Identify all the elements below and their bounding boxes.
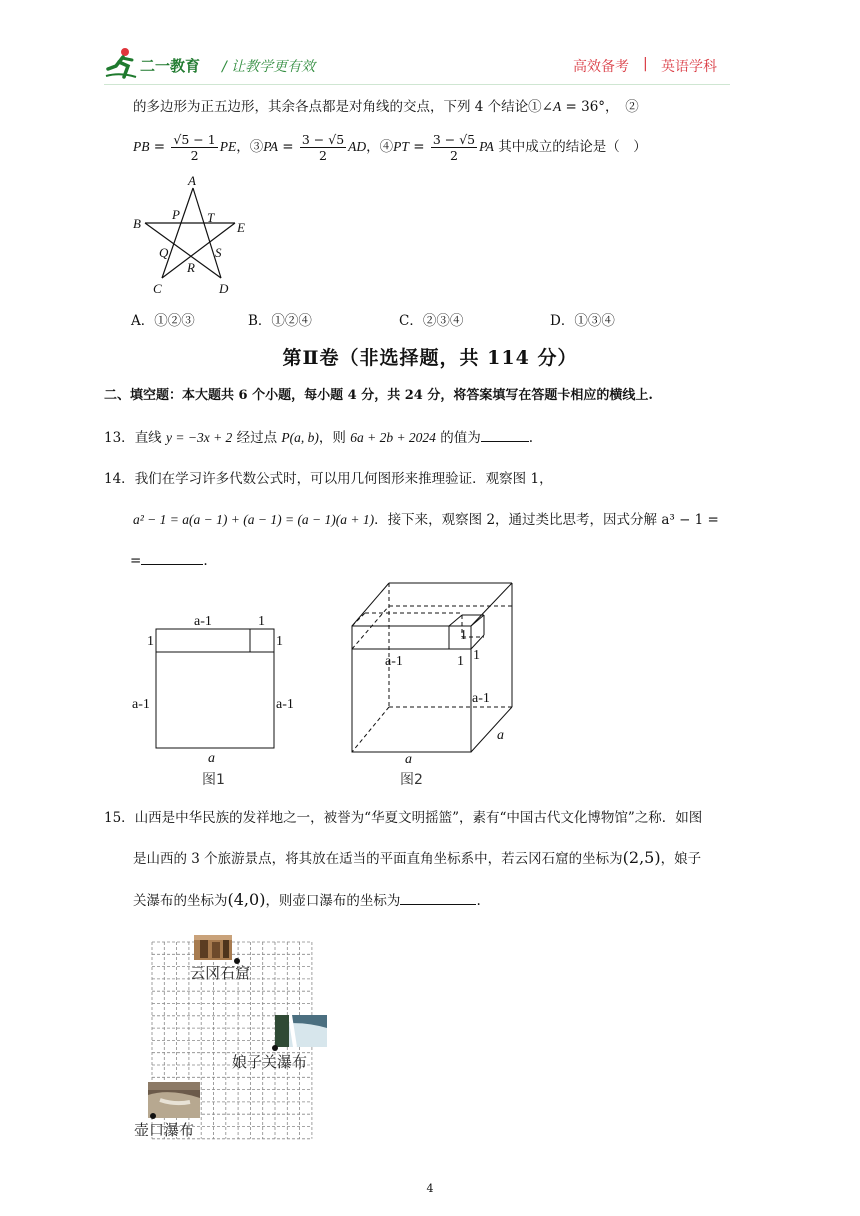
eq-sign: =: [277, 139, 298, 155]
q12-text: 的多边形为正五边形，其余各点都是对角线的交点，下列 4 个结论①∠: [133, 99, 553, 115]
option-d[interactable]: D．①③④: [550, 313, 615, 329]
fig1-caption: 图1: [202, 772, 225, 788]
q14-end: .: [203, 553, 208, 569]
coord-niangziguan: (4,0): [227, 890, 266, 909]
q14-line2: [133, 510, 719, 530]
q14-text: ．接下来，观察图 2，通过类比思考，因式分解 a³ − 1 =: [374, 512, 719, 528]
page-number: 4: [426, 1182, 434, 1195]
q15-end: .: [476, 893, 481, 909]
q15-text: ，娘子: [660, 851, 702, 867]
c4-lhs: PT: [393, 139, 409, 154]
runner-logo-icon: [104, 46, 138, 80]
label-hukou: 壶口瀑布: [134, 1121, 195, 1139]
q12-line2: [133, 127, 647, 167]
header-tag-left: 高效备考: [573, 59, 629, 75]
q15-line1: [104, 808, 702, 828]
header: [0, 0, 860, 90]
logo-text: 二一教育: [140, 57, 201, 75]
q15-text: 关瀑布的坐标为: [133, 893, 228, 909]
q13-equation: y = −3x + 2: [165, 430, 233, 445]
header-rule: [104, 84, 730, 85]
q14-formula: a² − 1 = a(a − 1) + (a − 1) = (a − 1)(a + 1): [133, 512, 375, 527]
c4-fraction: [431, 132, 477, 163]
q14-line3: [130, 550, 208, 571]
q13-text: 经过点: [232, 430, 282, 446]
label-c: C: [153, 281, 162, 296]
label-r: R: [187, 260, 195, 275]
c4-post: 其中成立的结论是（ ）: [493, 139, 647, 155]
tourist-grid-map: [130, 930, 330, 1142]
c3-pre: ，③: [236, 139, 264, 155]
q15-number: 15．: [104, 810, 135, 826]
q13: [104, 427, 533, 448]
niangziguan-point: [272, 1045, 278, 1051]
c3-den: 2: [319, 148, 327, 163]
header-separator: |: [643, 56, 648, 72]
coord-yungang: (2,5): [622, 848, 661, 867]
q14-number: 14．: [104, 471, 135, 487]
fig1-left-top-label: 1: [147, 634, 154, 649]
section-title: 第Ⅱ卷（非选择题，共 114 分）: [282, 347, 578, 369]
q12-line1: [133, 97, 639, 117]
option-b[interactable]: B．①②④: [248, 313, 312, 329]
q14-line1: [104, 469, 553, 489]
q15-line2: [133, 848, 701, 869]
pentagram-figure: [125, 172, 260, 297]
fig1-left-label: a-1: [132, 697, 150, 712]
c3-num: 3 − √5: [301, 132, 345, 147]
angle-var: A: [552, 99, 562, 114]
c2-fraction: [171, 132, 217, 163]
fig2-front-1-label: 1: [457, 654, 464, 669]
label-s: S: [215, 245, 222, 260]
c3-fraction: [300, 132, 346, 163]
c2-num: √5 − 1: [173, 132, 216, 147]
c3-rhs: AD: [348, 139, 367, 154]
q13-number: 13．: [104, 430, 135, 446]
label-yungang: 云冈石窟: [190, 964, 251, 982]
label-p: P: [172, 207, 180, 222]
option-a[interactable]: A．①②③: [131, 313, 195, 329]
q13-point: P(a, b): [281, 430, 319, 445]
c3-lhs: PA: [263, 139, 278, 154]
q14-eq: =: [130, 553, 142, 569]
figure-1: [128, 605, 308, 795]
q14-text: 我们在学习许多代数公式时，可以用几何图形来推理验证．观察图 1，: [134, 471, 553, 487]
hukou-point: [150, 1113, 156, 1119]
c2-lhs: PB: [133, 139, 150, 154]
fig2-right-a1-label: a-1: [472, 691, 490, 706]
eq-sign: =: [408, 139, 429, 155]
c4-rhs: PA: [479, 139, 494, 154]
fig1-right-label: a-1: [276, 697, 294, 712]
fig1-right-top-label: 1: [276, 634, 283, 649]
fig2-small-label: 1: [460, 628, 467, 643]
c4-pre: ，④: [366, 139, 394, 155]
q15-answer-blank[interactable]: [400, 890, 476, 905]
label-t: T: [207, 210, 215, 225]
option-c[interactable]: C．②③④: [399, 313, 464, 329]
q13-end: .: [528, 430, 534, 446]
yungang-photo: [194, 935, 232, 960]
q13-text: 的值为: [435, 430, 481, 446]
label-d: D: [219, 281, 229, 296]
q15-text: ，则壶口瀑布的坐标为: [265, 893, 401, 909]
label-e: E: [237, 220, 245, 235]
label-a: A: [188, 173, 196, 188]
label-q: Q: [159, 245, 169, 260]
c2-den: 2: [190, 148, 199, 163]
q14-answer-blank[interactable]: [141, 550, 203, 565]
header-slogan: / 让教学更有效: [222, 59, 316, 75]
c4-num: 3 − √5: [432, 132, 476, 147]
label-b: B: [133, 216, 141, 231]
q13-expression: 6a + 2b + 2024: [350, 430, 436, 445]
fig2-caption: 图2: [400, 772, 423, 788]
q13-answer-blank[interactable]: [481, 427, 529, 442]
q15-text: 山西是中华民族的发祥地之一，被誉为“华夏文明摇篮”，素有“中国古代文化博物馆”之称．如图: [134, 810, 703, 826]
fig2-depth-label: a: [497, 728, 504, 743]
eq-sign: =: [149, 139, 170, 155]
angle-val: = 36°， ②: [561, 99, 639, 115]
fig2-right-1-label: 1: [473, 648, 480, 663]
fig2-front-a1-label: a-1: [385, 654, 403, 669]
c2-rhs: PE: [219, 139, 237, 154]
header-tag-right: 英语学科: [661, 59, 717, 75]
fig1-top-right-label: 1: [258, 614, 265, 629]
label-niangziguan: 娘子关瀑布: [232, 1053, 308, 1071]
fig1-top-label: a-1: [194, 614, 212, 629]
fig2-bottom-label: a: [405, 752, 412, 767]
section-instructions: 二、填空题：本大题共 6 个小题，每小题 4 分，共 24 分，将答案填写在答题卡相应的横线上.: [104, 388, 653, 403]
c4-den: 2: [450, 148, 458, 163]
q15-line3: [133, 890, 481, 911]
q13-text: 直线: [134, 430, 166, 446]
hukou-photo: [148, 1082, 200, 1118]
niangziguan-photo: [275, 1015, 327, 1047]
fig1-bottom-label: a: [208, 751, 215, 766]
q13-text: ，则: [318, 430, 351, 446]
figure-2: [345, 575, 530, 790]
q15-text: 是山西的 3 个旅游景点，将其放在适当的平面直角坐标系中，若云冈石窟的坐标为: [133, 851, 623, 867]
